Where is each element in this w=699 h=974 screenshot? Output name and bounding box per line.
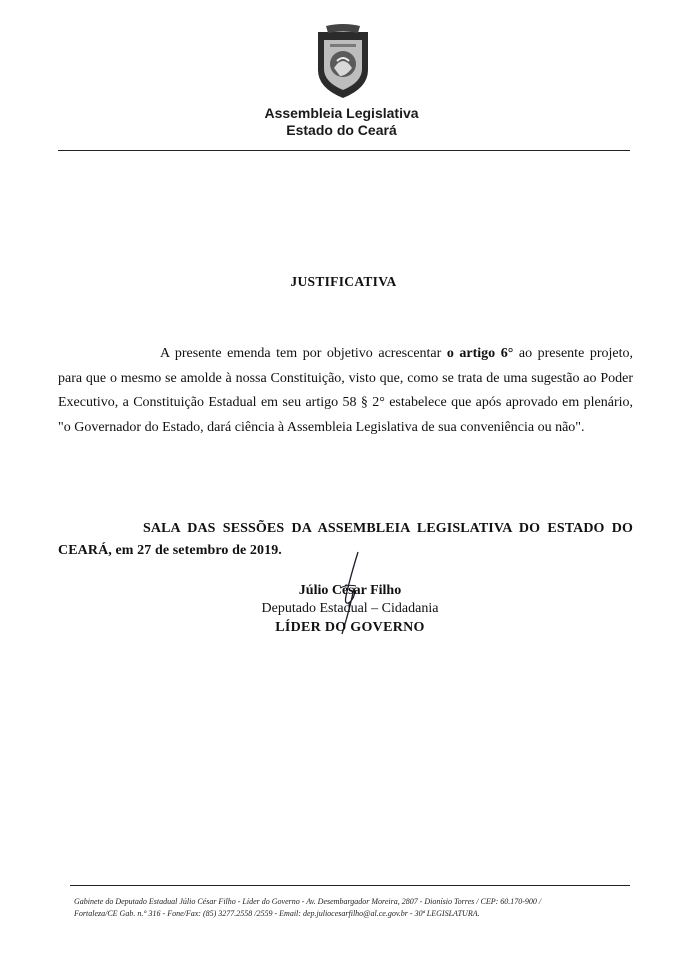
header-divider <box>58 150 630 151</box>
footer-address-line: Gabinete do Deputado Estadual Júlio César Filho - Líder do Governo - Av. Desembargador Moreira, 2807 - Dionísio Torres / CEP: 60.170-900 / <box>74 897 542 906</box>
closing-text: SALA DAS SESSÕES DA ASSEMBLEIA LEGISLATIVA DO ESTADO DO CEARÁ, em 27 de setembro de 2019. <box>58 521 633 558</box>
footer-contact-line: Fortaleza/CE Gab. n.° 316 - Fone/Fax: (85) 3277.2558 /2559 - Email: dep.juliocesarfilho@al.ce.gov.br - 30ª LEGISLATURA. <box>74 909 480 918</box>
paragraph-bold-article: o artigo 6° <box>446 346 514 361</box>
paragraph-text-end: ao presente projeto, para que o mesmo se amolde à nossa Constituição, visto que, como se trata de uma sugestão ao Poder Executivo, a Constituição Estadual em seu artigo 58 § 2° estabelece que após aprovado em plenário, "o Governador do Estado, dará ciência à Assembleia Legislativa de sua conveniência ou não". <box>58 346 633 435</box>
institution-state: Estado do Ceará <box>286 122 397 138</box>
document-heading: JUSTIFICATIVA <box>290 274 397 289</box>
state-coat-of-arms-seal <box>312 24 374 100</box>
signatory-role: Deputado Estadual – Cidadania <box>261 601 439 616</box>
footer-divider <box>70 885 630 886</box>
paragraph-text-start: A presente emenda tem por objetivo acrescentar <box>160 346 447 361</box>
institution-name: Assembleia Legislativa <box>264 105 419 121</box>
signatory-title: LÍDER DO GOVERNO <box>275 620 425 635</box>
justification-paragraph <box>58 342 633 440</box>
signatory-name: Júlio César Filho <box>298 583 402 598</box>
